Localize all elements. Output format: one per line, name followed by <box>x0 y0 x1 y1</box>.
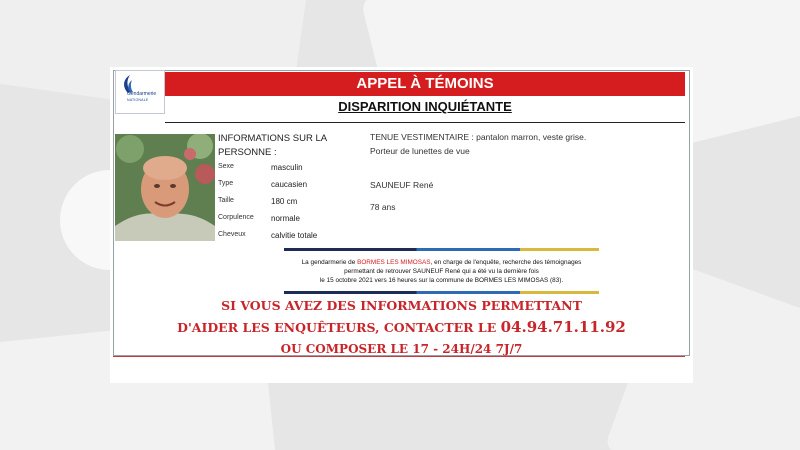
cta-line-2-text: D'AIDER LES ENQUÊTEURS, CONTACTER LE <box>177 320 501 335</box>
glasses-note: Porteur de lunettes de vue <box>370 146 470 156</box>
contact-phone-number: 04.94.71.11.92 <box>500 318 626 336</box>
page-subtitle: DISPARITION INQUIÉTANTE <box>338 99 512 114</box>
gendarmerie-logo <box>115 70 165 114</box>
person-info-title: INFORMATIONS SUR LA PERSONNE : <box>218 133 327 158</box>
footer-divider <box>113 356 685 357</box>
cta-line-2 <box>110 318 693 336</box>
header-divider <box>165 122 685 123</box>
field-value-corpulence: normale <box>271 214 300 223</box>
person-age: 78 ans <box>370 202 396 212</box>
field-label-taille: Taille <box>218 197 234 204</box>
witness-appeal-poster <box>110 67 693 383</box>
field-value-type: caucasien <box>271 180 308 189</box>
para-prefix: La gendarmerie de <box>301 259 358 266</box>
clothing-description: TENUE VESTIMENTAIRE : pantalon marron, veste grise. <box>370 132 587 142</box>
tricolor-stripe-bottom <box>284 291 599 294</box>
case-description <box>285 258 598 286</box>
field-label-type: Type <box>218 180 234 187</box>
field-value-taille: 180 cm <box>271 197 298 206</box>
field-value-cheveux: calvitie totale <box>271 231 318 240</box>
appeal-banner: APPEL À TÉMOINS <box>165 72 685 96</box>
field-label-corpulence: Corpulence <box>218 214 254 221</box>
field-label-cheveux: Cheveux <box>218 231 246 238</box>
para-place: BORMES LES MIMOSAS <box>357 259 431 266</box>
person-name: SAUNEUF René <box>370 180 434 190</box>
para-suffix: , en charge de l'enquête, recherche des témoignages <box>430 259 582 266</box>
field-label-sexe: Sexe <box>218 163 234 170</box>
field-value-sexe: masculin <box>271 163 303 172</box>
para-line2: permettant de retrouver SAUNEUF René qui a été vu la dernière fois <box>344 268 539 276</box>
tricolor-stripe-top <box>284 248 599 251</box>
para-line3: le 15 octobre 2021 vers 16 heures sur la commune de BORMES LES MIMOSAS (83). <box>319 277 564 285</box>
cta-line-1: SI VOUS AVEZ DES INFORMATIONS PERMETTANT <box>221 298 582 313</box>
cta-line-3: OU COMPOSER LE 17 - 24H/24 7J/7 <box>280 342 523 356</box>
logo-text: Gendarmerie <box>127 91 157 97</box>
missing-person-photo <box>115 134 215 241</box>
logo-subtext: NATIONALE <box>127 98 149 102</box>
